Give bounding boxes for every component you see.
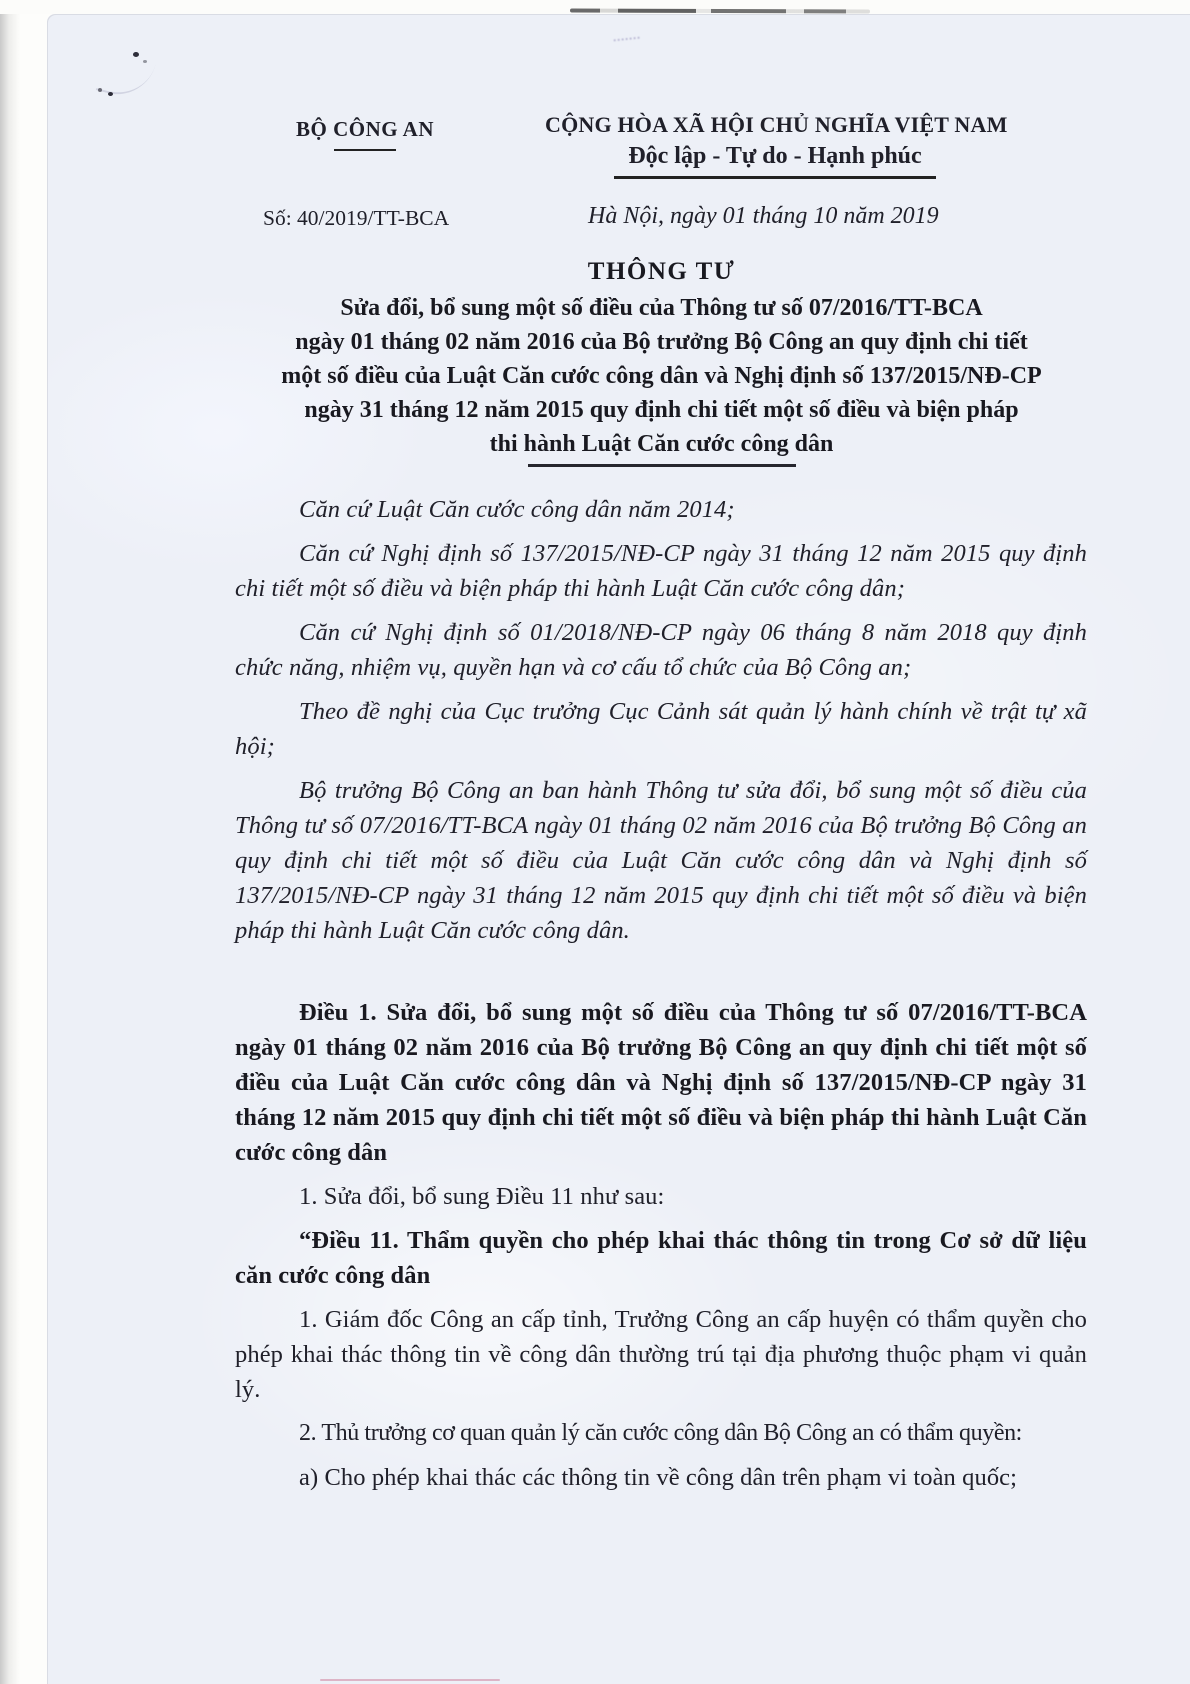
national-motto: Độc lập - Tự do - Hạnh phúc <box>628 143 922 169</box>
document-body <box>235 492 1087 1504</box>
document-number: Số: 40/2019/TT-BCA <box>263 206 450 230</box>
article-1-heading: Điều 1. Sửa đổi, bổ sung một số điều của Thông tư số 07/2016/TT-BCA ngày 01 tháng 02 năm 2016 của Bộ trưởng Bộ Công an quy định chi tiết một số điều của Luật Căn cước công dân và Nghị định số 137/2015/NĐ-CP ngày 31 tháng 12 năm 2015 quy định chi tiết một số điều và biện pháp thi hành Luật Căn cước công dân <box>235 999 1087 1166</box>
issuing-agency-name: BỘ CÔNG AN <box>295 117 434 141</box>
title-line: thi hành Luật Căn cước công dân <box>489 431 834 457</box>
title-line: Sửa đổi, bổ sung một số điều của Thông tư số 07/2016/TT-BCA <box>340 295 983 321</box>
scan-artifact-bottom-line <box>320 1679 500 1681</box>
scanner-left-edge <box>0 0 47 1684</box>
article-11-item: 2. Thủ trưởng cơ quan quản lý căn cước công dân Bộ Công an có thẩm quyền: <box>299 1420 1022 1446</box>
national-header-block <box>545 112 1008 179</box>
scan-artifact-staple-mark <box>133 52 139 57</box>
legal-citation: Căn cứ Luật Căn cước công dân năm 2014; <box>299 496 735 523</box>
document-title-block <box>235 258 1088 467</box>
article-11-item: a) Cho phép khai thác các thông tin về công dân trên phạm vi toàn quốc; <box>299 1464 1018 1491</box>
national-title: CỘNG HÒA XÃ HỘI CHỦ NGHĨA VIỆT NAM <box>545 112 1008 137</box>
scan-artifact-staple-mark <box>143 60 147 63</box>
issuing-agency-block <box>240 117 490 151</box>
issuing-agency-rule <box>334 149 396 151</box>
title-line: một số điều của Luật Căn cước công dân và Nghị định số 137/2015/NĐ-CP <box>281 363 1042 389</box>
national-motto-rule <box>614 176 936 179</box>
clause-1-intro: 1. Sửa đổi, bổ sung Điều 11 như sau: <box>299 1183 665 1210</box>
scan-artifact-staple-mark <box>108 92 113 96</box>
place-and-date: Hà Nội, ngày 01 tháng 10 năm 2019 <box>588 203 939 229</box>
article-11-item: 1. Giám đốc Công an cấp tỉnh, Trưởng Công an cấp huyện có thẩm quyền cho phép khai thác thông tin về công dân thường trú tại địa phương thuộc phạm vi quản lý. <box>235 1306 1087 1403</box>
legal-citation: Căn cứ Nghị định số 137/2015/NĐ-CP ngày 31 tháng 12 năm 2015 quy định chi tiết một số điều và biện pháp thi hành Luật Căn cước công dân; <box>235 540 1087 602</box>
legal-citation: Theo đề nghị của Cục trưởng Cục Cảnh sát quản lý hành chính về trật tự xã hội; <box>235 698 1087 760</box>
scan-artifact-staple-mark <box>98 88 102 92</box>
article-11-heading: “Điều 11. Thẩm quyền cho phép khai thác thông tin trong Cơ sở dữ liệu căn cước công dân <box>235 1227 1087 1289</box>
title-rule <box>528 464 796 467</box>
title-line: ngày 31 tháng 12 năm 2015 quy định chi tiết một số điều và biện pháp <box>304 397 1019 423</box>
title-line: ngày 01 tháng 02 năm 2016 của Bộ trưởng Bộ Công an quy định chi tiết <box>295 329 1028 355</box>
legal-citation: Căn cứ Nghị định số 01/2018/NĐ-CP ngày 06 tháng 8 năm 2018 quy định chức năng, nhiệm vụ, quyền hạn và cơ cấu tổ chức của Bộ Công an; <box>235 619 1087 681</box>
document-type: THÔNG TƯ <box>587 258 736 285</box>
enacting-clause: Bộ trưởng Bộ Công an ban hành Thông tư sửa đổi, bổ sung một số điều của Thông tư số 07/2016/TT-BCA ngày 01 tháng 02 năm 2016 của Bộ trưởng Bộ Công an quy định chi tiết một số điều của Luật Căn cước công dân và Nghị định số 137/2015/NĐ-CP ngày 31 tháng 12 năm 2015 quy định chi tiết một số điều và biện pháp thi hành Luật Căn cước công dân. <box>235 777 1087 944</box>
